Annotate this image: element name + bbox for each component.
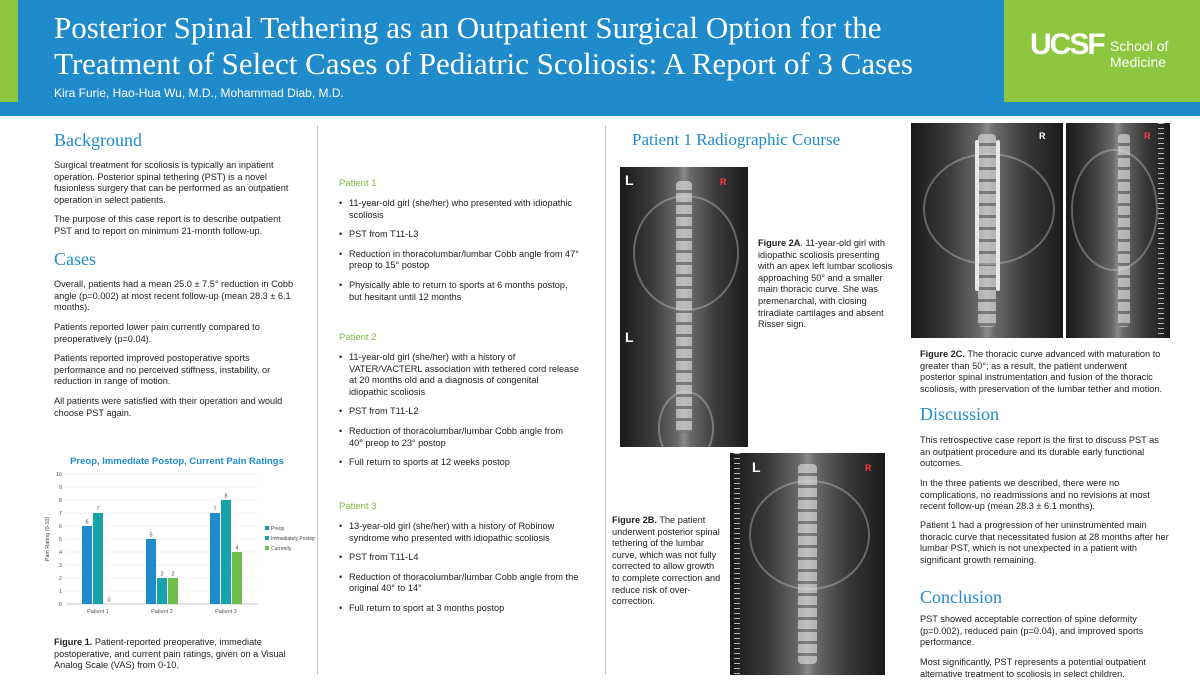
bar [82,526,92,604]
cases-heading: Cases [54,249,96,269]
conclusion-paragraph-1: PST showed acceptable correction of spine deformity (p=0.002), reduced pain (p=0.04), and improved sports performance. [920,614,1144,648]
bar [232,552,242,604]
xray-left-marker: L [625,329,634,345]
xray-ribs [1071,149,1158,271]
xray-ruler [734,453,740,675]
legend-swatch [265,536,269,540]
xray-left-marker: L [752,459,761,475]
y-tick-label: 0 [58,602,62,608]
patient-2-block [339,332,579,469]
data-label: 7 [96,506,100,513]
patient-1-heading: Patient 1 [339,178,377,189]
figure-2b-text: The patient underwent posterior spinal tethering of the lumbar curve, which was not fully corrected to allow growth to complete correction and reduce risk of over-correction. [612,515,721,607]
school-name-line-2: Medicine [1110,54,1167,70]
y-tick-label: 5 [58,537,62,543]
chart-title: Preop, Immediate Postop, Current Pain Ratings [70,456,284,467]
figure-2c-label: Figure 2C. [920,349,965,359]
y-tick-label: 7 [58,511,62,517]
x-tick-label: Patient 2 [151,609,173,615]
patient-3-bullets [339,521,579,615]
list-item: • 11-year-old girl (she/her) who presented with idiopathic scoliosis [339,198,579,221]
data-label: 2 [171,571,175,578]
xray-figure-2b [730,453,885,675]
bar [146,539,156,604]
discussion-paragraph-1: This retrospective case report is the first to discuss PST as an outpatient procedure and its durable early functional outcomes. [920,435,1159,469]
x-tick-label: Patient 3 [215,609,237,615]
patient-3-heading: Patient 3 [339,501,377,512]
legend-label: Immediately Postop [271,536,315,542]
bar [210,513,220,604]
discussion-heading: Discussion [920,404,1000,424]
background-paragraph-2: The purpose of this case report is to describe outpatient PST and to report on minimum 21-month follow-up. [54,214,281,236]
list-item: • Reduction in thoracolumbar/lumbar Cobb angle from 47° preop to 15° postop [339,249,579,272]
y-axis-label: Pain Rating (0-10) [45,516,51,562]
patient-2-heading: Patient 2 [339,332,377,343]
background-paragraph-1: Surgical treatment for scoliosis is typically an inpatient operation. Posterior spinal tethering (PST) is a novel fusionless surgery that can be performed as an outpatient operation in select patients. [54,160,289,205]
bar [221,500,231,604]
poster-title [54,10,984,82]
conclusion-paragraph-2: Most significantly, PST represents a potential outpatient alternative treatment to scoliosis in select children. [920,657,1146,679]
data-label: 2 [160,571,164,578]
legend-swatch [265,546,269,550]
data-label: 4 [235,545,239,552]
list-item: • Reduction of thoracolumbar/lumbar Cobb angle from the original 40° to 14° [339,572,579,595]
xray-left-marker: L [625,172,634,188]
legend-swatch [265,526,269,530]
legend-label: Preop [271,526,285,532]
data-label: 7 [213,506,217,513]
xray-right-marker: R [720,177,727,187]
figure-1-label: Figure 1. [54,637,93,647]
column-divider [317,125,318,675]
patient-2-bullets [339,352,579,469]
figure-1-caption [54,637,299,672]
figure-2c-text: The thoracic curve advanced with maturation to greater than 50°; as a result, the patient underwent posterior spinal instrumentation and fusion of the thoracic scoliosis, with preservation of the lumbar tether and motion. [920,349,1163,394]
bar [168,578,178,604]
xray-ribs [923,153,1055,265]
radiographic-heading: Patient 1 Radiographic Course [632,130,841,149]
ucsf-logo: UCSF [1030,28,1104,61]
figure-1-text: Patient-reported preoperative, immediate postoperative, and current pain ratings, given on a Visual Analog Scale (VAS) from 0-10. [54,637,286,671]
xray-right-marker: R [865,463,872,473]
list-item: • PST from T11-L2 [339,406,579,418]
patient-1-bullets [339,198,579,303]
bar [157,578,167,604]
list-item: • PST from T11-L4 [339,552,579,564]
background-heading: Background [54,130,142,150]
xray-ribs [749,480,871,591]
cases-paragraph-4: All patients were satisfied with their operation and would choose PST again. [54,396,283,418]
bar [93,513,103,604]
pain-rating-chart [40,452,315,622]
y-tick-label: 6 [58,524,62,530]
y-tick-label: 10 [55,472,62,478]
data-label: 8 [224,493,228,500]
y-tick-label: 4 [58,550,62,556]
figure-2b-label: Figure 2B. [612,515,657,525]
xray-ruler [1158,123,1164,338]
data-label: 6 [85,519,89,526]
figure-2c-caption [920,349,1165,395]
list-item: • 11-year-old girl (she/her) with a history of VATER/VACTERL association with tethered cord release at 20 months old and a diagnosis of congenital idiopathic scoliosis [339,352,579,398]
patient-1-block [339,178,579,303]
legend-label: Currently [271,546,292,552]
list-item: • Full return to sports at 12 weeks postop [339,457,579,469]
data-label: 0 [107,597,111,604]
list-item: • Reduction of thoracolumbar/lumbar Cobb angle from 40° preop to 23° postop [339,426,579,449]
x-tick-label: Patient 1 [87,609,109,615]
conclusion-heading: Conclusion [920,587,1003,607]
poster-header [0,0,1200,116]
figure-2a-text: . 11-year-old girl with idiopathic scoliosis presenting with an apex left lumbar scoliosis approaching 50° and a smaller main thoracic curve. She was premenarchal, with closing triradiate cartilages and absent Risser sign. [758,238,893,330]
header-accent-bar [0,0,18,102]
y-tick-label: 3 [58,563,62,569]
column-divider [605,125,606,675]
xray-figure-2c-lateral [1066,123,1170,338]
list-item: • Physically able to return to sports at 6 months postop, but hesitant until 12 months [339,280,579,303]
xray-figure-2a [620,167,748,447]
data-label: 5 [149,532,153,539]
school-name [1110,38,1168,70]
figure-2a-label: Figure 2A [758,238,801,248]
y-tick-label: 9 [58,485,62,491]
xray-ribs [633,195,739,311]
xray-right-marker: R [1039,131,1046,141]
discussion-paragraph-3: Patient 1 had a progression of her uninstrumented main thoracic curve that necessitated fusion at 28 months after her lumbar PST, which is not unexpected in a patient with significant growth remaining. [920,520,1169,565]
title-line-2: Treatment of Select Cases of Pediatric Scoliosis: A Report of 3 Cases [54,46,913,81]
cases-paragraph-3: Patients reported improved postoperative sports performance and no perceived stiffness, instability, or reduction in range of motion. [54,353,271,387]
discussion-paragraph-2: In the three patients we described, there were no complications, no readmissions and no revisions at most recent follow-up (mean 28.3 ± 6.1 months). [920,478,1150,512]
xray-figure-2c-front [911,123,1063,338]
figure-2a-caption [758,238,898,331]
title-line-1: Posterior Spinal Tethering as an Outpatient Surgical Option for the [54,10,882,45]
figure-2b-caption [612,515,724,608]
list-item: • PST from T11-L3 [339,229,579,241]
y-tick-label: 2 [58,576,62,582]
cases-paragraph-1: Overall, patients had a mean 25.0 ± 7.5° reduction in Cobb angle (p=0.002) at most recent follow-up (mean 28.3 ± 6.1 months). [54,279,294,313]
y-tick-label: 1 [58,589,62,595]
list-item: • 13-year-old girl (she/her) with a history of Robinow syndrome who presented with idiopathic scoliosis [339,521,579,544]
xray-right-marker: R [1144,131,1151,141]
school-name-line-1: School of [1110,38,1169,54]
xray-pelvis [658,391,713,447]
list-item: • Full return to sport at 3 months postop [339,603,579,615]
cases-paragraph-2: Patients reported lower pain currently compared to preoperatively (p=0.04). [54,322,260,344]
patient-3-block [339,501,579,615]
authors: Kira Furie, Hao-Hua Wu, M.D., Mohammad Diab, M.D. [54,86,344,100]
y-tick-label: 8 [58,498,62,504]
